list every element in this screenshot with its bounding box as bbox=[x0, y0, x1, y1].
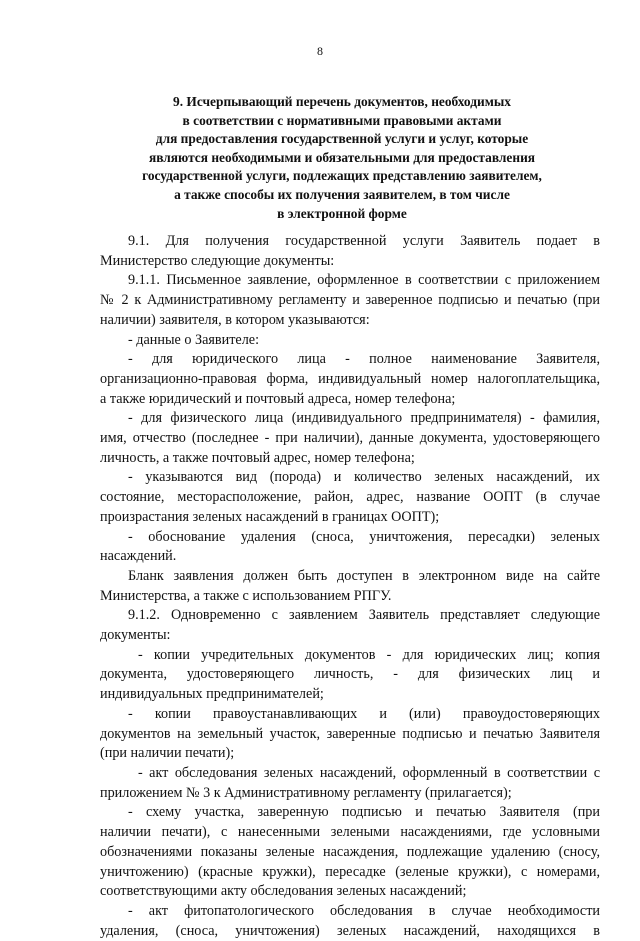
paragraph-line: 9.1.2. Одновременно с заявлением Заявитель представляет следующие bbox=[128, 607, 600, 624]
heading-line: в электронной форме bbox=[277, 205, 407, 221]
paragraph-line: обозначениями показаны зеленые насаждения, подлежащие удалению (сносу, bbox=[100, 843, 600, 860]
paragraph-line: приложением № 3 к Административному регламенту (прилагается); bbox=[100, 784, 512, 801]
heading-line: для предоставления государственной услуги и услуг, которые bbox=[155, 131, 529, 147]
paragraph-line: - для юридического лица - полное наименование Заявителя, bbox=[128, 351, 600, 368]
heading-line: являются необходимыми и обязательными для предоставления bbox=[148, 149, 536, 165]
paragraph-line: Бланк заявления должен быть доступен в электронном виде на сайте bbox=[128, 567, 600, 584]
paragraph-line: произрастания зеленых насаждений в границах ООПТ); bbox=[100, 508, 440, 525]
paragraph-line: - для физического лица (индивидуального предпринимателя) - фамилия, bbox=[128, 410, 600, 427]
paragraph-line: уничтожению) (красные кружки), пересадке (зеленые кружки), с номерами, bbox=[100, 863, 600, 880]
page-number: 8 bbox=[317, 44, 323, 58]
paragraph-line: состояние, месторасположение, район, адрес, название ООПТ (в случае bbox=[100, 489, 600, 506]
paragraph-line: личность, а также почтовый адрес, номер телефона; bbox=[100, 449, 415, 466]
paragraph-line: 9.1.1. Письменное заявление, оформленное в соответствии с приложением bbox=[128, 272, 600, 289]
paragraph-line: документа, удостоверяющего личность, - для физических лиц и bbox=[100, 666, 600, 683]
paragraph-line: - акт обследования зеленых насаждений, оформленный в соответствии с bbox=[138, 764, 600, 781]
paragraph-line: соответствующими акту обследования зеленых насаждений; bbox=[100, 883, 467, 900]
paragraph-line: удаления, (сноса, уничтожения) зеленых насаждений, находящихся в bbox=[100, 922, 600, 939]
document-body bbox=[100, 232, 600, 941]
paragraph-line: Министерство следующие документы: bbox=[100, 252, 335, 269]
paragraph-line: - обоснование удаления (сноса, уничтожения, пересадки) зеленых bbox=[128, 528, 600, 545]
paragraph-line: индивидуальных предпринимателей; bbox=[100, 686, 324, 703]
paragraph-line: а также юридический и почтовый адреса, номер телефона; bbox=[100, 390, 456, 407]
paragraph-line: организационно-правовая форма, индивидуальный номер налогоплательщика, bbox=[100, 370, 600, 387]
paragraph-line: наличии) заявителя, в котором указываются: bbox=[100, 311, 370, 328]
paragraph-line: - акт фитопатологического обследования в случае необходимости bbox=[128, 902, 600, 919]
paragraph-line: документы: bbox=[100, 627, 171, 644]
heading-line: 9. Исчерпывающий перечень документов, необходимых bbox=[173, 94, 511, 109]
paragraph-line: (при наличии печати); bbox=[100, 745, 235, 762]
paragraph-line: Министерства, а также с использованием РПГУ. bbox=[100, 587, 392, 604]
paragraph-line: 9.1. Для получения государственной услуги Заявитель подает в bbox=[128, 233, 600, 249]
paragraph-line: № 2 к Административному регламенту и заверенное подписью и печатью (при bbox=[100, 292, 600, 309]
heading-line: государственной услуги, подлежащих представлению заявителем, bbox=[142, 168, 542, 184]
paragraph-line: - копии учредительных документов - для юридических лиц; копия bbox=[138, 646, 600, 663]
heading-line: а также способы их получения заявителем, в том числе bbox=[174, 186, 510, 202]
paragraph-line: - схему участка, заверенную подписью и печатью Заявителя (при bbox=[128, 804, 600, 821]
paragraph-line: документов на земельный участок, заверенные подписью и печатью Заявителя bbox=[100, 725, 600, 742]
heading-line: в соответствии с нормативными правовыми актами bbox=[182, 112, 502, 128]
paragraph-line: насаждений. bbox=[100, 548, 177, 565]
paragraph-line: имя, отчество (последнее - при наличии), данные документа, удостоверяющего bbox=[100, 430, 600, 447]
paragraph-line: - копии правоустанавливающих и (или) правоудостоверяющих bbox=[128, 705, 600, 722]
paragraph-line: - указываются вид (порода) и количество зеленых насаждений, их bbox=[128, 469, 600, 486]
section-heading bbox=[100, 93, 584, 223]
paragraph-line: - данные о Заявителе: bbox=[128, 331, 260, 348]
paragraph-line: наличии печати), с нанесенными зелеными насаждениями, где условными bbox=[100, 824, 600, 841]
